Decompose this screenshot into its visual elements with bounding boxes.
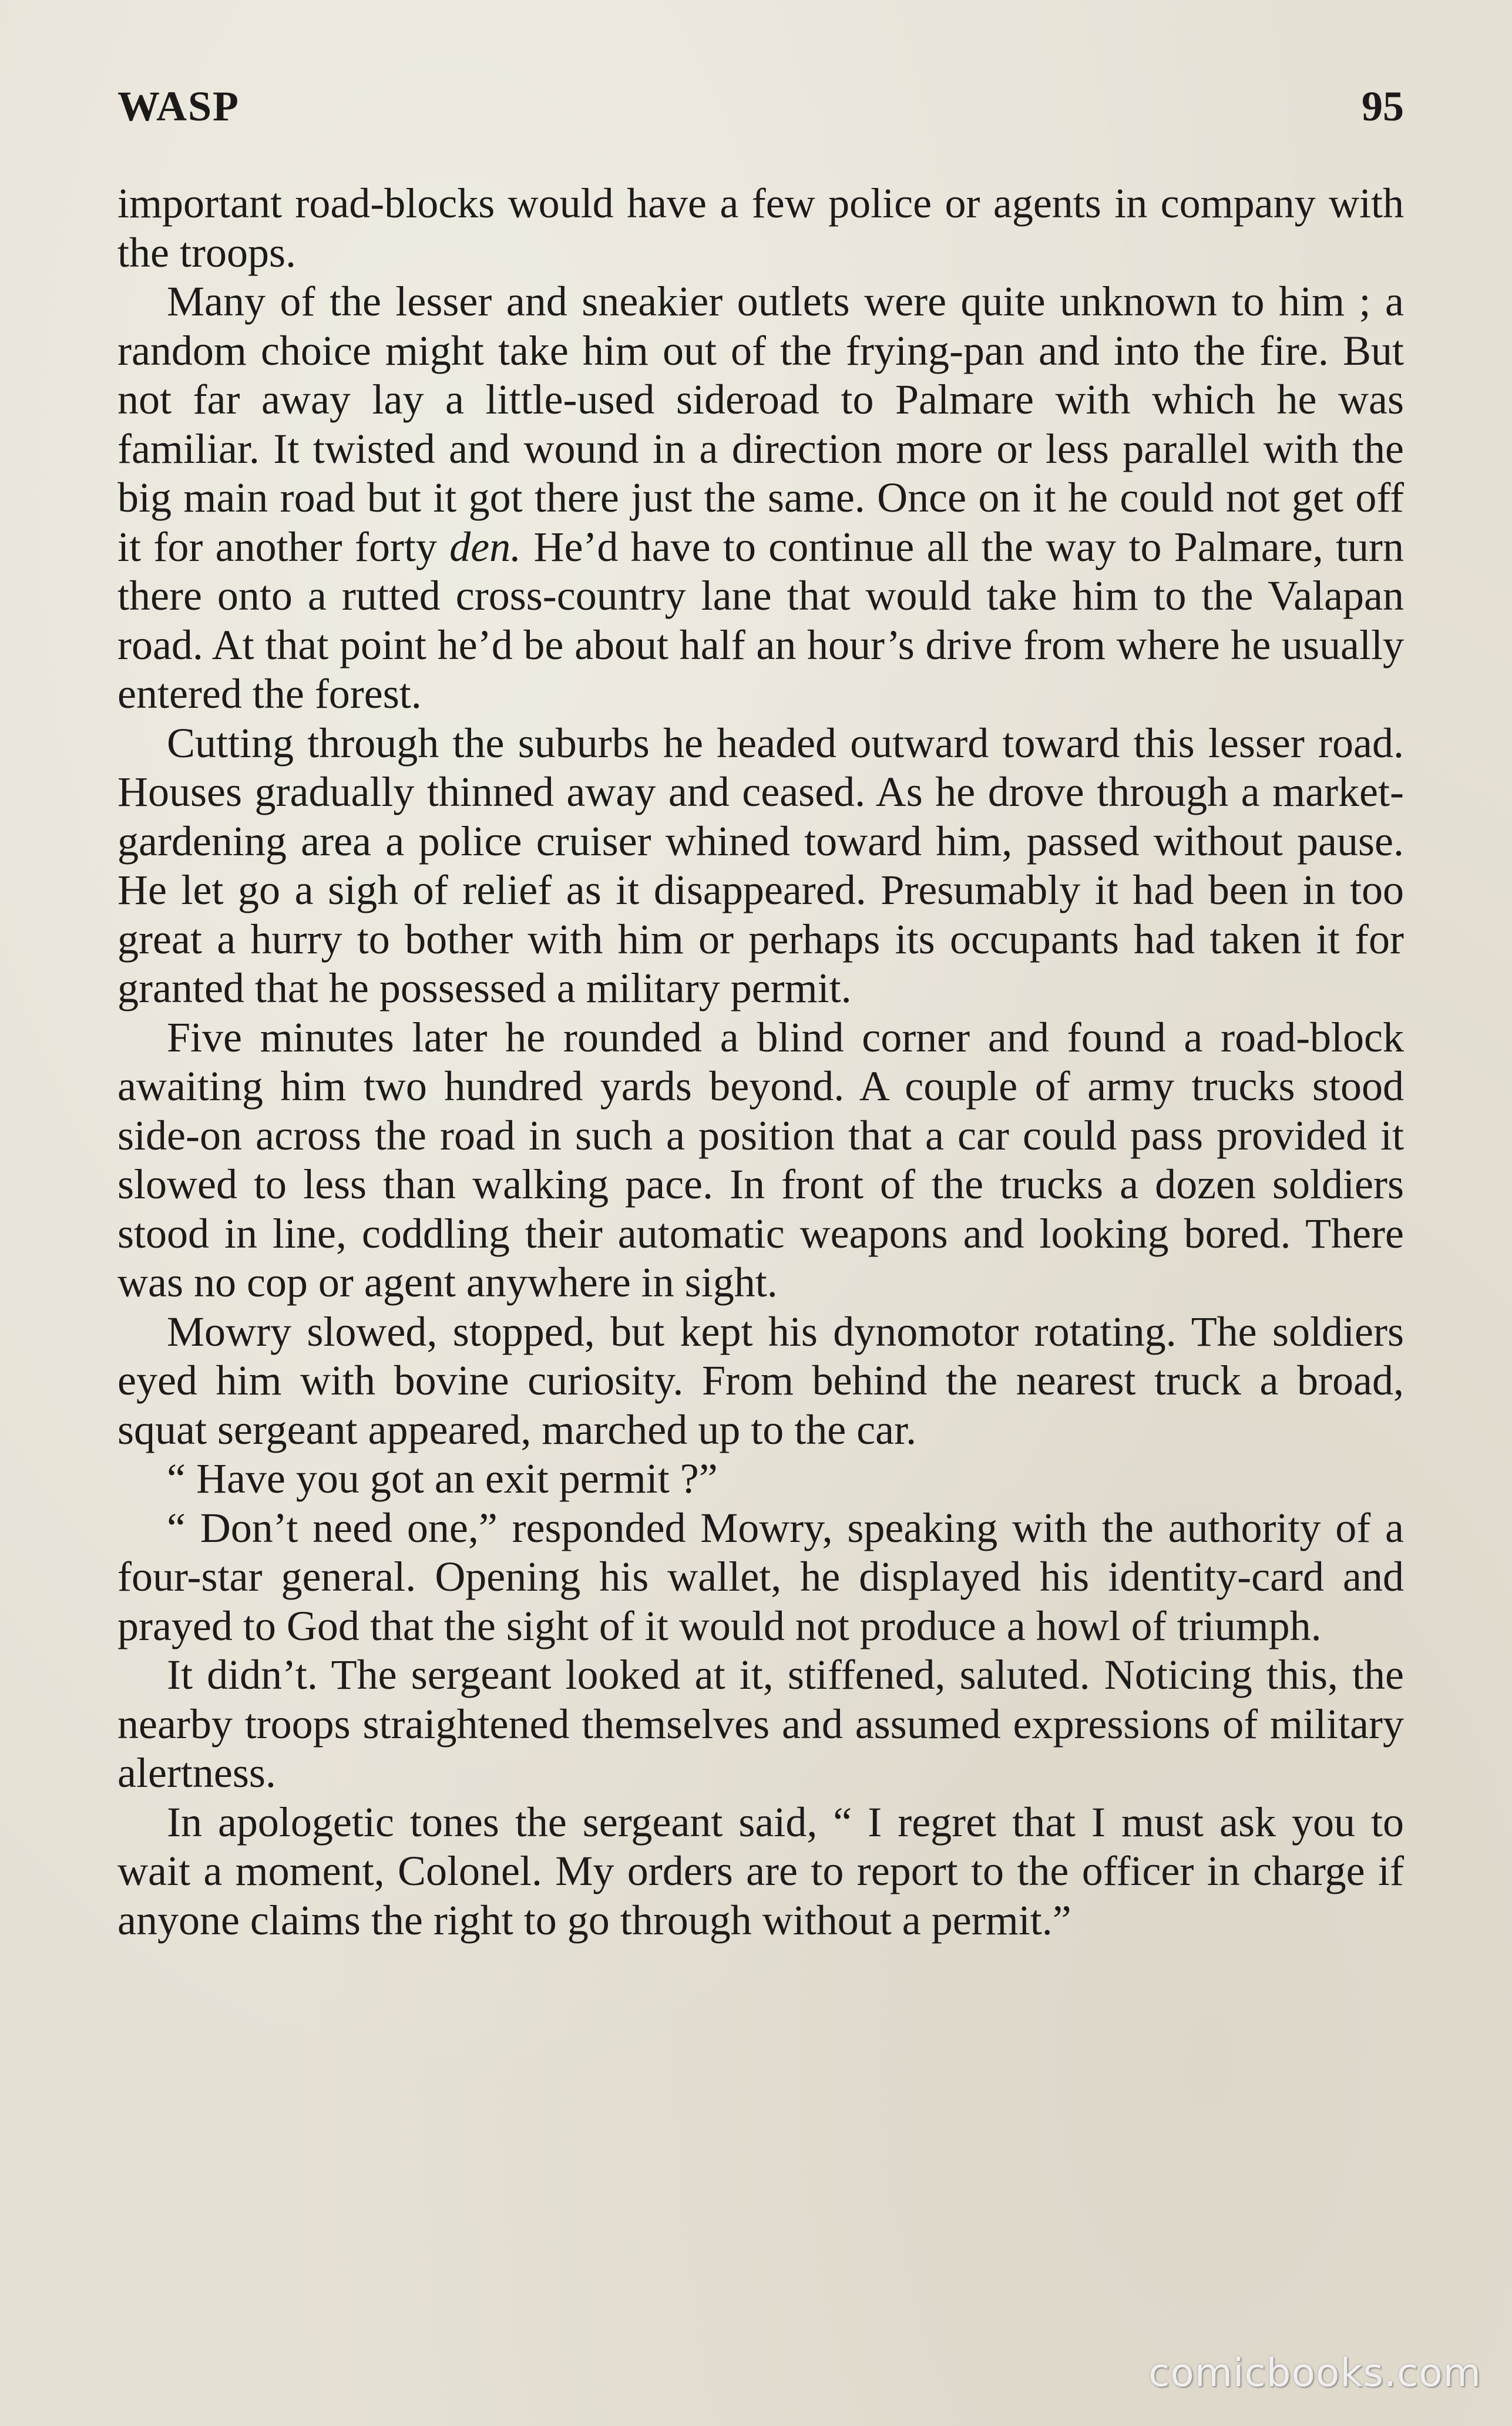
paragraph-continued: important road-blocks would have a few police or agents in company with the troops. [117, 180, 1404, 276]
paragraph: Mowry slowed, stopped, but kept his dynomotor rotating. The soldiers eyed him with bovine curiosity. From behind the nearest truck a broad, squat sergeant appeared, marched up to the car. [117, 1308, 1404, 1453]
paragraph-text: He’d have to continue all the way to Palmare, turn there onto a rutted cross-country lane that would take him to the Valapan road. At that point he’d be about half an hour’s drive from where he usually entered the forest. [117, 523, 1405, 717]
italic-word: den. [449, 523, 522, 570]
running-title: WASP [117, 83, 240, 130]
dialogue-paragraph: “ Don’t need one,” responded Mowry, speaking with the authority of a four-star general. Opening his wallet, he displayed his identity-card and prayed to God that the sight of it would not produce a howl of triumph. [117, 1504, 1404, 1649]
paragraph: Five minutes later he rounded a blind corner and found a road-block awaiting him two hundred yards beyond. A couple of army trucks stood side-on across the road in such a position that a car could pass provided it slowed to less than walking pace. In front of the trucks a dozen soldiers stood in line, coddling their automatic weapons and looking bored. There was no cop or agent anywhere in sight. [117, 1013, 1404, 1306]
running-head [117, 82, 1404, 135]
watermark: comicbooks.com [1148, 2350, 1481, 2395]
paragraph: It didn’t. The sergeant looked at it, stiffened, saluted. Noticing this, the nearby troops straightened themselves and assumed expressions of military alertness. [117, 1651, 1404, 1796]
page-number: 95 [1362, 83, 1404, 130]
paragraph [117, 277, 1404, 719]
paragraph-text: Many of the lesser and sneakier outlets were quite unknown to him ; a random choice might take him out of the frying-pan and into the fire. But not far away lay a little-used sideroad to Palmare with which he was familiar. It twisted and wound in a direction more or less parallel with the big main road but it got there just the same. Once on it he could not get off it for another forty [117, 278, 1404, 570]
body-text [117, 179, 1404, 1945]
dialogue-paragraph: “ Have you got an exit permit ?” [167, 1455, 718, 1502]
paragraph: Cutting through the suburbs he headed outward toward this lesser road. Houses gradually thinned away and ceased. As he drove through a market-gardening area a police cruiser whined toward him, passed without pause. He let go a sigh of relief as it disappeared. Presumably it had been in too great a hurry to bother with him or perhaps its occupants had taken it for granted that he possessed a military permit. [117, 719, 1404, 1012]
dialogue-paragraph: In apologetic tones the sergeant said, “ I regret that I must ask you to wait a moment, Colonel. My orders are to report to the officer in charge if anyone claims the right to go through without a permit.” [117, 1798, 1404, 1944]
